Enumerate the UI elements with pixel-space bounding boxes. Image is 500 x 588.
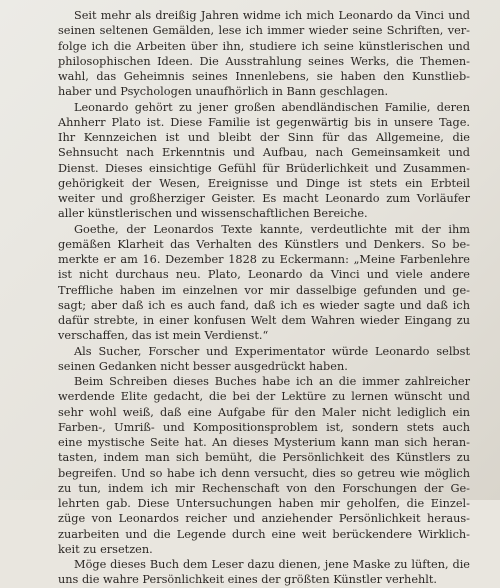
text-line: tasten, indem man sich bemüht, die Persönlichkeit des Künstlers zu bbox=[58, 451, 470, 465]
text-line: keit zu ersetzen. bbox=[58, 542, 153, 556]
text-line: Ahnherr Plato ist. Diese Familie ist gegenwärtig bis in unsere Tage. bbox=[58, 115, 470, 129]
text-line: Ihr Kennzeichen ist und bleibt der Sinn für das Allgemeine, die bbox=[58, 131, 470, 144]
text-line: Seit mehr als dreißig Jahren widme ich mich Leonardo da Vinci und bbox=[74, 9, 470, 22]
text-line: begreifen. Und so habe ich denn versucht, dies so getreu wie möglich bbox=[58, 466, 470, 480]
text-line: philosophischen Ideen. Die Ausstrahlung seines Werks, die Themen- bbox=[58, 54, 470, 68]
text-line: aller künstlerischen und wissenschaftlichen Bereiche. bbox=[58, 207, 368, 221]
paragraph-1 bbox=[58, 8, 470, 100]
text-line: uns die wahre Persönlichkeit eines der größten Künstler verhehlt. bbox=[58, 573, 438, 587]
text-line: ist nicht durchaus neu. Plato, Leonardo da Vinci und viele andere bbox=[58, 268, 470, 282]
paragraph-5 bbox=[58, 374, 470, 557]
text-line: Möge dieses Buch dem Leser dazu dienen, jene Maske zu lüften, die bbox=[74, 558, 470, 571]
text-line: gemäßen Klarheit das Verhalten des Künstlers und Denkers. So be- bbox=[58, 237, 470, 251]
text-line: Leonardo gehört zu jener großen abendländischen Familie, deren bbox=[74, 100, 470, 114]
text-line: haber und Psychologen unaufhörlich in Bann geschlagen. bbox=[58, 85, 389, 99]
text-line: seinen Gedanken nicht besser ausgedrückt haben. bbox=[58, 359, 348, 373]
text-line: Dienst. Dieses einsichtige Gefühl für Brüderlichkeit und Zusammen- bbox=[58, 161, 470, 175]
text-line: Beim Schreiben dieses Buches habe ich an die immer zahlreicher bbox=[74, 375, 470, 388]
paragraph-3 bbox=[58, 222, 470, 344]
text-line: lehrten gab. Diese Untersuchungen haben mir geholfen, die Einzel- bbox=[58, 497, 470, 510]
text-line: merkte er am 16. Dezember 1828 zu Eckermann: „Meine Farbenlehre bbox=[58, 253, 470, 266]
page-text bbox=[58, 8, 470, 588]
text-line: zuarbeiten und die Legende durch eine weit berückendere Wirklich- bbox=[58, 527, 470, 541]
text-line: wahl, das Geheimnis seines Innenlebens, sie haben den Kunstlieb- bbox=[58, 70, 470, 83]
text-line: Sehnsucht nach Erkenntnis und Aufbau, nach Gemeinsamkeit und bbox=[58, 146, 470, 160]
text-line: eine mystische Seite hat. An dieses Mysterium kann man sich heran- bbox=[58, 436, 470, 449]
paragraph-4 bbox=[58, 344, 470, 375]
paragraph-2 bbox=[58, 100, 470, 222]
paragraph-6 bbox=[58, 557, 470, 588]
text-line: sagt; aber daß ich es auch fand, daß ich es wieder sagte und daß ich bbox=[58, 298, 470, 312]
text-line: folge ich die Arbeiten über ihn, studiere ich seine künstlerischen und bbox=[58, 39, 470, 53]
text-line: züge von Leonardos reicher und anziehender Persönlichkeit heraus- bbox=[58, 512, 470, 526]
text-line: dafür strebte, in einer konfusen Welt dem Wahren wieder Eingang zu bbox=[58, 314, 470, 327]
text-line: werdende Elite gedacht, die bei der Lektüre zu lernen wünscht und bbox=[58, 390, 470, 404]
text-line: seinen seltenen Gemälden, lese ich immer wieder seine Schriften, ver- bbox=[58, 24, 470, 38]
text-line: Als Sucher, Forscher und Experimentator würde Leonardo selbst bbox=[74, 344, 470, 358]
text-line: Goethe, der Leonardos Texte kannte, verdeutlichte mit der ihm bbox=[74, 222, 470, 236]
text-line: weiter und großherziger Geister. Es macht Leonardo zum Vorläufer bbox=[58, 192, 470, 205]
text-line: Treffliche haben im einzelnen vor mir dasselbige gefunden und ge- bbox=[58, 283, 470, 297]
text-line: Farben-, Umriß- und Kompositionsproblem ist, sondern stets auch bbox=[58, 420, 470, 434]
text-line: verschaffen, das ist mein Verdienst.“ bbox=[58, 329, 269, 343]
text-line: zu tun, indem ich mir Rechenschaft von den Forschungen der Ge- bbox=[58, 481, 470, 495]
text-line: sehr wohl weiß, daß eine Aufgabe für den Maler nicht lediglich ein bbox=[58, 405, 470, 419]
text-line: gehörigkeit der Wesen, Ereignisse und Dinge ist stets ein Erbteil bbox=[58, 176, 470, 190]
